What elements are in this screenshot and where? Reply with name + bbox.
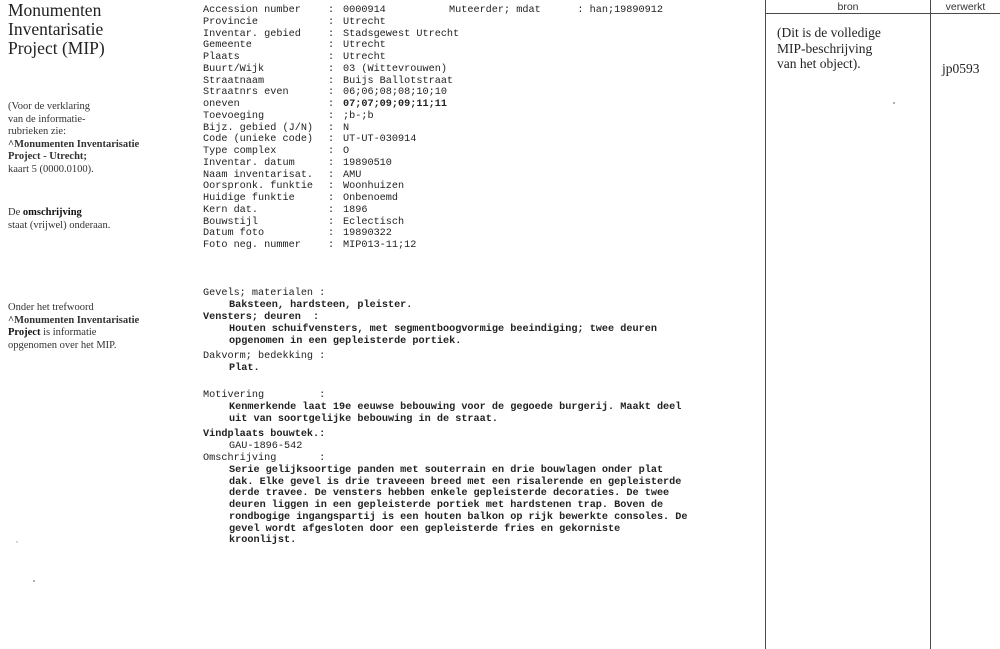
note-line: van de informatie- <box>8 113 86 125</box>
field-separator: : <box>328 63 335 75</box>
field-label: Provincie <box>203 16 259 28</box>
section-body <box>203 465 763 547</box>
note-line: rubrieken zie: <box>8 126 67 137</box>
field-label: Naam inventarisat. <box>203 169 314 181</box>
field-label: Straatnrs even <box>203 87 289 99</box>
section-heading: Motivering : <box>203 390 326 401</box>
record-field-row <box>203 76 763 88</box>
section-dakvorm <box>203 351 763 375</box>
field-label: Inventar. datum <box>203 157 295 169</box>
description-line: van het object). <box>777 56 861 71</box>
field-label: Datum foto <box>203 228 265 240</box>
scan-speck <box>33 580 35 582</box>
section-body <box>203 363 763 375</box>
record-field-row <box>203 99 763 111</box>
field-label: Straatnaam <box>203 75 265 87</box>
field-label: Huidige funktie <box>203 193 295 204</box>
field-value: 19890322 <box>343 228 392 240</box>
section-heading: Dakvorm; bedekking : <box>203 351 326 362</box>
field-value: 03 (Wittevrouwen) <box>343 63 447 75</box>
note-keyword: omschrijving <box>22 207 82 218</box>
processed-code: jp0593 <box>942 61 980 76</box>
field-label: Bouwstijl <box>203 216 259 228</box>
field-value: 19890510 <box>343 157 392 169</box>
section-body <box>203 402 763 426</box>
field-separator: : <box>328 169 335 181</box>
section-gevels <box>203 288 763 312</box>
record-field-row <box>203 181 763 193</box>
field-value: Buijs Ballotstraat <box>343 75 454 87</box>
field-value: Utrecht <box>343 40 386 52</box>
field-separator: : <box>328 52 335 63</box>
header-underline <box>765 13 1000 14</box>
field-label: Toevoeging <box>203 110 265 122</box>
field-separator: : <box>328 146 335 157</box>
record-field-row <box>203 111 763 123</box>
field-separator: : <box>328 40 335 52</box>
field-value: Onbenoemd <box>343 193 399 204</box>
field-separator: : <box>328 216 335 228</box>
field-label: Gemeente <box>203 40 252 52</box>
section-motivering <box>203 390 763 425</box>
field-separator: : <box>328 5 335 16</box>
note-line: Onder het trefwoord <box>8 302 94 313</box>
header-bron: bron <box>837 1 859 13</box>
record-field-row <box>203 240 763 252</box>
description-line: MIP-beschrijving <box>777 40 873 56</box>
section-vindplaats <box>203 429 763 453</box>
field-separator: : <box>328 134 335 146</box>
field-label: oneven <box>203 99 240 110</box>
field-value: Utrecht <box>343 16 386 28</box>
column-divider <box>765 0 766 649</box>
field-separator: : <box>328 204 335 216</box>
section-line: uit van soortgelijke bebouwing in de straat. <box>229 413 498 425</box>
record-field-row <box>203 193 763 205</box>
section-line: deuren liggen in een gepleisterde portiek met hardstenen trap. Boven de <box>229 500 664 511</box>
field-value: Eclectisch <box>343 216 405 228</box>
record-field-row <box>203 87 763 99</box>
record-field-row <box>203 205 763 217</box>
section-line: derde travee. De vensters hebben enkele gepleisterde decoraties. De twee <box>229 488 670 500</box>
section-heading: Vindplaats bouwtek.: <box>203 429 326 440</box>
field-value: Utrecht <box>343 52 386 63</box>
section-line: Baksteen, hardsteen, pleister. <box>229 299 413 311</box>
field-separator: : <box>328 110 335 122</box>
record-field-row <box>203 170 763 182</box>
section-body <box>203 441 763 453</box>
record-fields <box>203 5 763 252</box>
source-description <box>777 25 927 72</box>
field-label: Oorspronk. funktie <box>203 181 314 193</box>
record-field-row <box>203 228 763 240</box>
page-title <box>8 1 173 58</box>
section-line: gevel wordt afgesloten door een gepleisterde fries en gekorniste <box>229 523 621 535</box>
record-field-row <box>203 52 763 64</box>
field-separator: : <box>328 16 335 28</box>
field-label: Code (unieke code) <box>203 134 314 146</box>
field-value: 06;06;08;08;10;10 <box>343 87 447 99</box>
section-vensters <box>203 312 763 347</box>
field-value: Woonhuizen <box>343 181 405 193</box>
field-label: Buurt/Wijk <box>203 63 265 75</box>
field-separator: : <box>328 181 335 193</box>
field-value: O <box>343 146 350 157</box>
explanation-note <box>8 101 178 176</box>
field-value: AMU <box>343 169 362 181</box>
field-value: ;b-;b <box>343 110 374 122</box>
section-line: Houten schuifvensters, met segmentboogvormige beeindiging; twee deuren <box>229 323 657 335</box>
field-label: Plaats <box>203 52 240 63</box>
field-separator: : <box>328 122 335 134</box>
note-reference[interactable]: Project - Utrecht; <box>8 151 87 162</box>
keyword-note <box>8 302 178 352</box>
field-label: Kern dat. <box>203 204 259 216</box>
title-line-2: Inventarisatie <box>8 19 104 39</box>
note-line: kaart 5 (0000.0100). <box>8 163 94 175</box>
note-line: opgenomen over het MIP. <box>8 339 117 351</box>
section-heading: Vensters; deuren : <box>203 312 320 323</box>
section-line: kroonlijst. <box>229 535 297 547</box>
description-location-note <box>8 207 178 232</box>
section-heading: Gevels; materialen : <box>203 288 326 299</box>
field-separator: : <box>328 157 335 169</box>
field-separator: : <box>328 75 335 87</box>
note-reference[interactable]: ^Monumenten Inventarisatie <box>8 314 140 326</box>
field-separator: : <box>328 228 335 240</box>
section-line: GAU-1896-542 <box>229 440 303 452</box>
field-value: UT-UT-030914 <box>343 134 417 146</box>
scan-speck <box>893 102 895 104</box>
note-text: is informatie <box>40 327 97 338</box>
record-field-row <box>203 146 763 158</box>
field-value: 07;07;09;09;11;11 <box>343 99 447 110</box>
title-line-3: Project (MIP) <box>8 38 105 58</box>
note-reference[interactable]: ^Monumenten Inventarisatie <box>8 138 140 150</box>
field-value: MIP013-11;12 <box>343 240 417 251</box>
note-line: (Voor de verklaring <box>8 101 91 112</box>
field-value: Stadsgewest Utrecht <box>343 28 460 40</box>
field-label: Inventar. gebied <box>203 28 301 40</box>
section-omschrijving <box>203 453 763 547</box>
description-line: (Dit is de volledige <box>777 25 881 40</box>
field-value: N <box>343 122 350 134</box>
field-separator: : <box>328 193 335 204</box>
section-line: Kenmerkende laat 19e eeuwse bebouwing voor de gegoede burgerij. Maakt deel <box>229 401 682 413</box>
mutator-field: Muteerder; mdat : han;19890912 <box>449 5 663 16</box>
field-separator: : <box>328 28 335 40</box>
record-field-row <box>203 123 763 135</box>
section-heading: Omschrijving : <box>203 453 326 464</box>
note-reference[interactable]: Project <box>8 327 41 338</box>
section-body <box>203 324 763 348</box>
column-divider <box>930 0 931 649</box>
field-label: Foto neg. nummer <box>203 240 301 251</box>
record-field-row <box>203 40 763 52</box>
field-separator: : <box>328 87 335 99</box>
section-line: dak. Elke gevel is drie traveeen breed met een risalerende en gepleisterde <box>229 476 682 488</box>
field-value: 1896 <box>343 204 368 216</box>
note-line: staat (vrijwel) onderaan. <box>8 219 111 231</box>
record-field-row <box>203 217 763 229</box>
record-field-row <box>203 134 763 146</box>
field-separator: : <box>328 240 335 251</box>
field-label: Type complex <box>203 146 277 157</box>
field-label: Bijz. gebied (J/N) <box>203 122 314 134</box>
note-text: De <box>8 207 23 218</box>
section-line: rondbogige ingangspartij is een houten balkon op rijk bewerkte consoles. De <box>229 511 688 523</box>
field-value: 0000914 <box>343 5 386 16</box>
record-field-row <box>203 64 763 76</box>
section-line: opgenomen in een gepleisterde portiek. <box>229 335 462 347</box>
field-separator: : <box>328 99 335 110</box>
title-line-1: Monumenten <box>8 0 102 20</box>
header-verwerkt: verwerkt <box>945 1 986 13</box>
section-line: Plat. <box>229 362 260 374</box>
section-line: Serie gelijksoortige panden met souterrain en drie bouwlagen onder plat <box>229 464 664 476</box>
record-field-row <box>203 158 763 170</box>
section-body <box>203 300 763 312</box>
scan-speck <box>16 541 18 543</box>
record-field-row <box>203 29 763 41</box>
field-label: Accession number <box>203 5 301 16</box>
left-column <box>8 0 173 351</box>
record-field-row <box>203 17 763 29</box>
